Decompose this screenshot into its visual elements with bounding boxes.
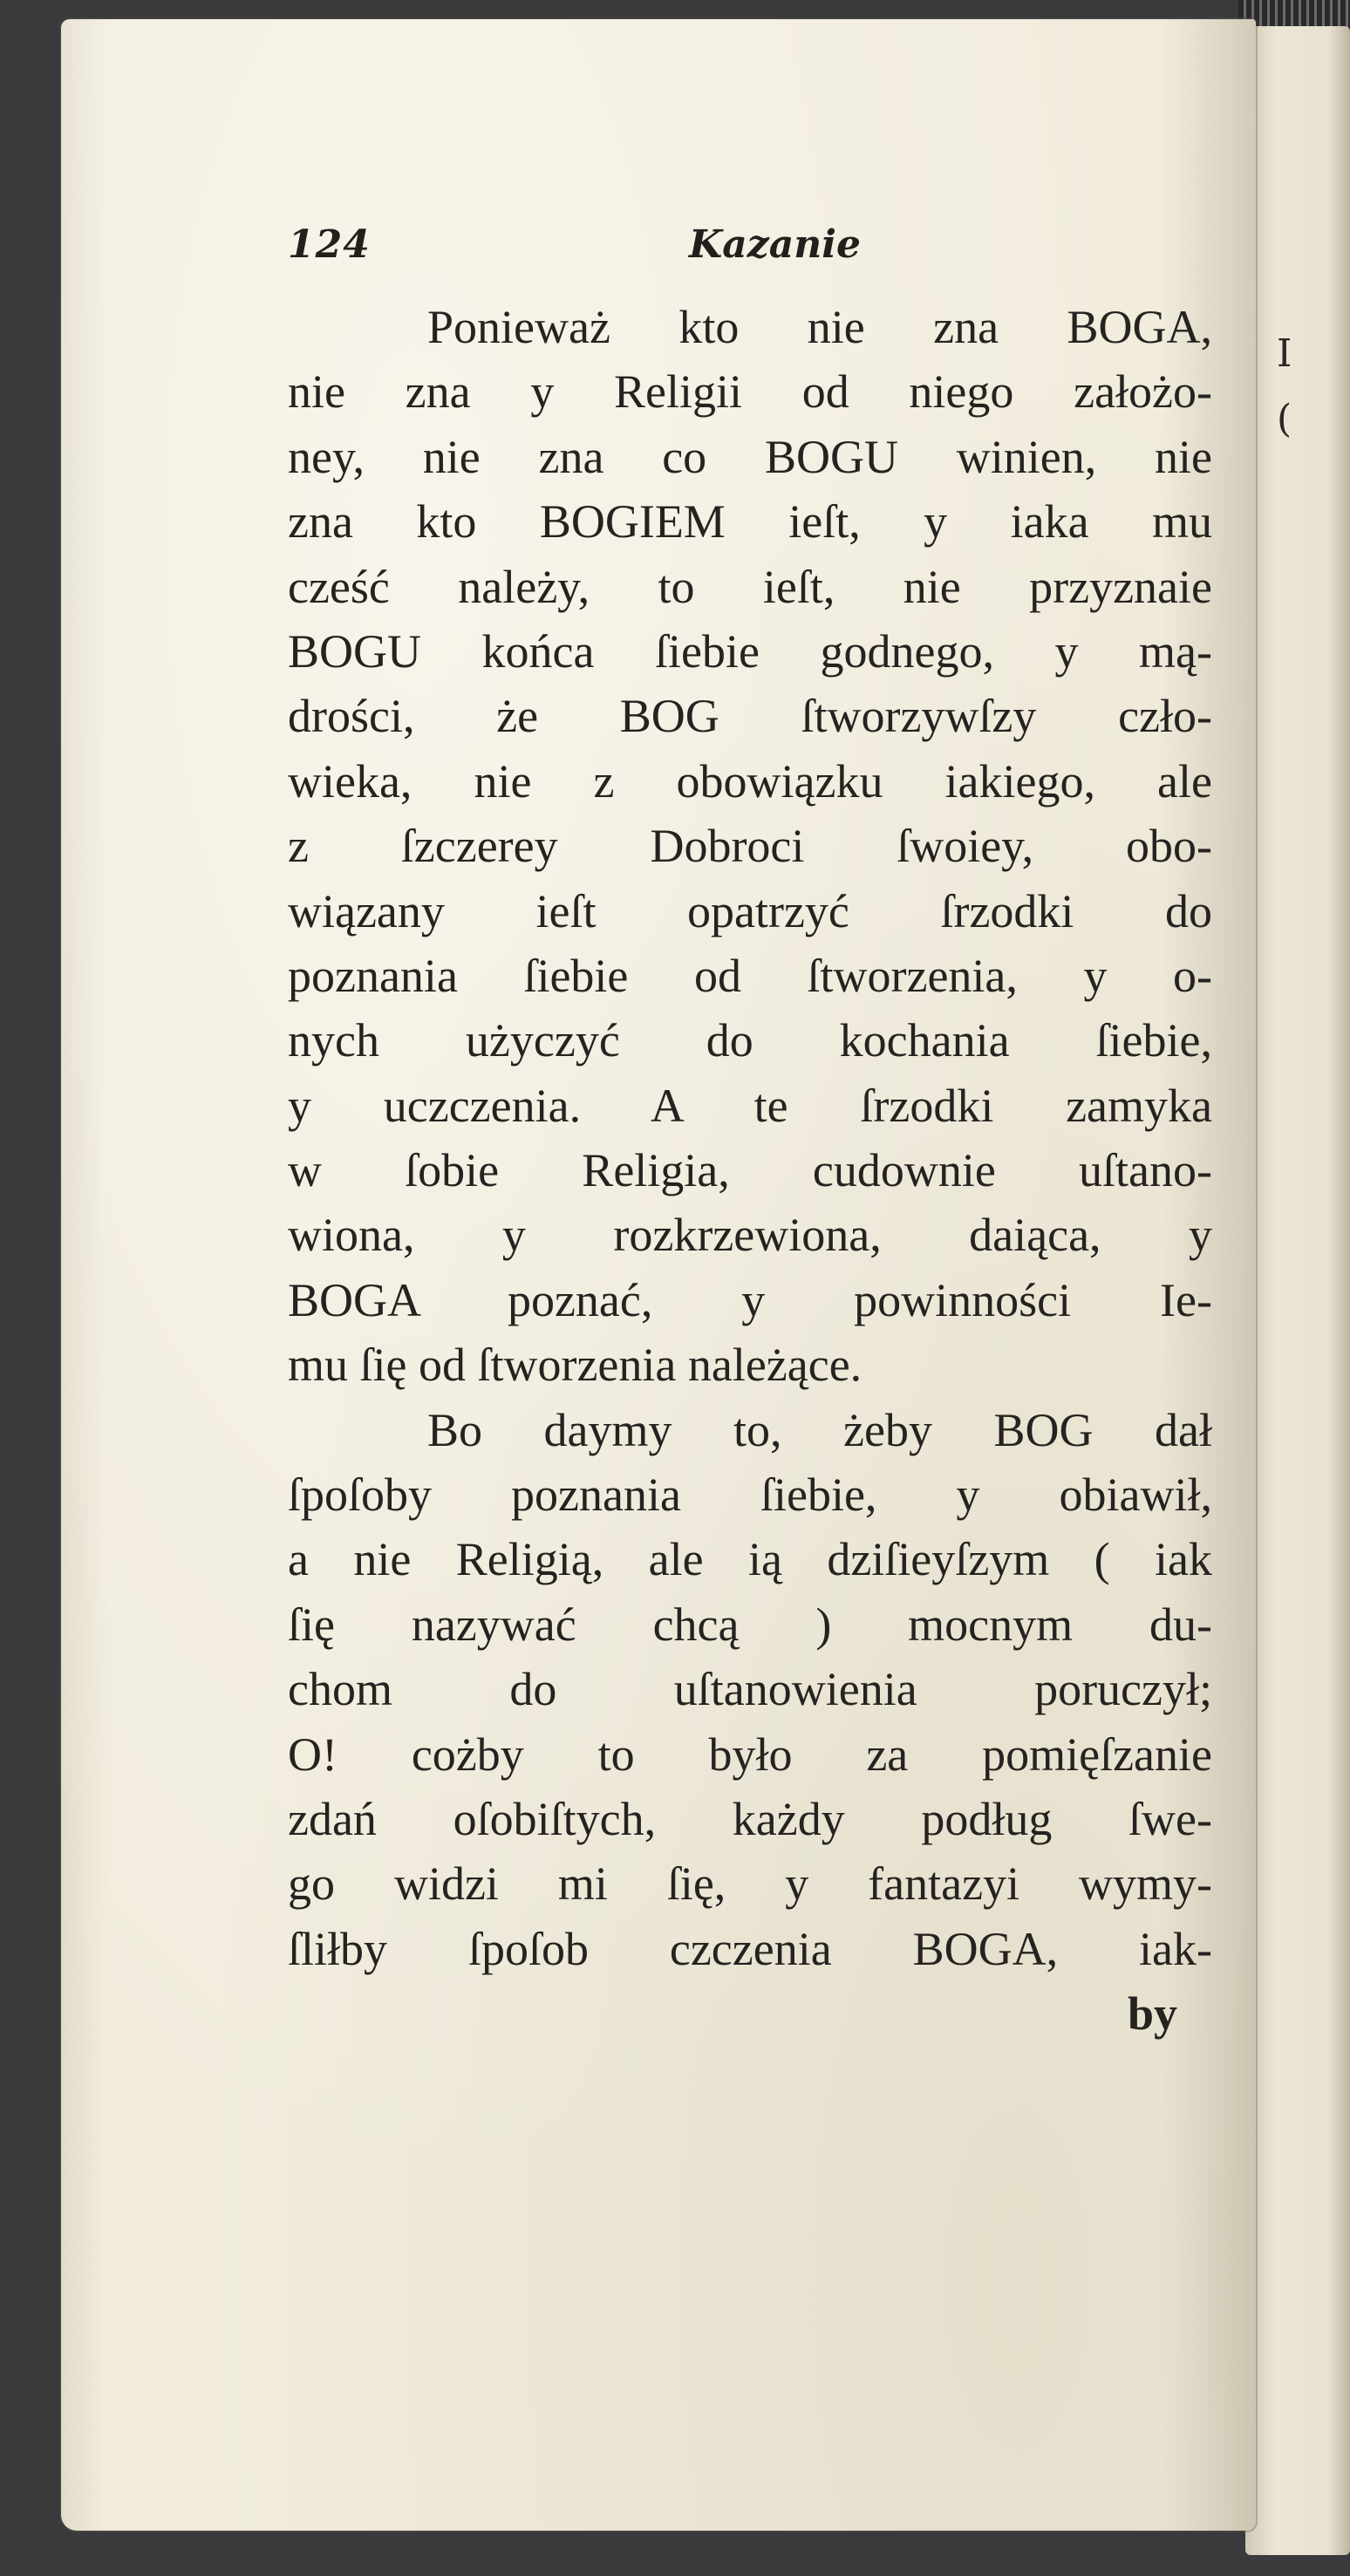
text-line: Ponieważ kto nie zna BOGA, xyxy=(427,301,1212,353)
text-line: zdań oſobiſtych, każdy podług ſwe- xyxy=(288,1792,1212,1845)
text-line: ſliłby ſpoſob czczenia BOGA, iak- xyxy=(288,1922,1212,1975)
text-line: wiązany ieſt opatrzyć ſrzodki do xyxy=(288,884,1212,937)
facing-page-glyph: I xyxy=(1277,331,1292,376)
running-title: Kazanie xyxy=(689,222,861,267)
text-line: ney, nie zna co BOGU winien, nie xyxy=(288,430,1212,483)
text-line: y uczczenia. A te ſrzodki zamyka xyxy=(288,1079,1212,1132)
body-text xyxy=(288,295,1212,2047)
text-line: cześć należy, to ieſt, nie przyznaie xyxy=(288,560,1212,613)
text-line: z ſzczerey Dobroci ſwoiey, obo- xyxy=(288,820,1212,873)
text-line: O! cożby to było za pomięſzanie xyxy=(288,1728,1212,1781)
text-line: mu ſię od ſtworzenia należące. xyxy=(288,1339,862,1392)
text-line: ſpoſoby poznania ſiebie, y obiawił, xyxy=(288,1469,1212,1522)
text-line: chom do uſtanowienia poruczył; xyxy=(288,1663,1212,1716)
page-header xyxy=(288,222,1160,275)
text-line: wieka, nie z obowiązku iakiego, ale xyxy=(288,754,1212,808)
text-line: ſię nazywać chcą ) mocnym du- xyxy=(288,1598,1212,1651)
text-line: drości, że BOG ſtworzywſzy czło- xyxy=(288,690,1212,743)
text-line: BOGU końca ſiebie godnego, y mą- xyxy=(288,624,1212,678)
page-number: 124 xyxy=(288,222,371,267)
facing-page-edge xyxy=(1245,26,1350,2555)
text-line: wiona, y rozkrzewiona, daiąca, y xyxy=(288,1209,1212,1262)
facing-page-glyph: ( xyxy=(1277,397,1292,441)
text-line: BOGA poznać, y powinności Ie- xyxy=(288,1273,1212,1326)
text-line: Bo daymy to, żeby BOG dał xyxy=(427,1403,1212,1456)
text-line: nych użyczyć do kochania ſiebie, xyxy=(288,1014,1212,1067)
text-line: w ſobie Religia, cudownie uſtano- xyxy=(288,1144,1212,1197)
text-line: go widzi mi ſię, y fantazyi wymy- xyxy=(288,1857,1212,1911)
text-line: poznania ſiebie od ſtworzenia, y o- xyxy=(288,949,1212,1002)
catchword: by xyxy=(1127,1987,1177,2041)
text-line: a nie Religią, ale ią dziſieyſzym ( iak xyxy=(288,1533,1212,1586)
text-line: zna kto BOGIEM ieſt, y iaka mu xyxy=(288,495,1212,549)
text-line: nie zna y Religii od niego założo- xyxy=(288,365,1212,419)
